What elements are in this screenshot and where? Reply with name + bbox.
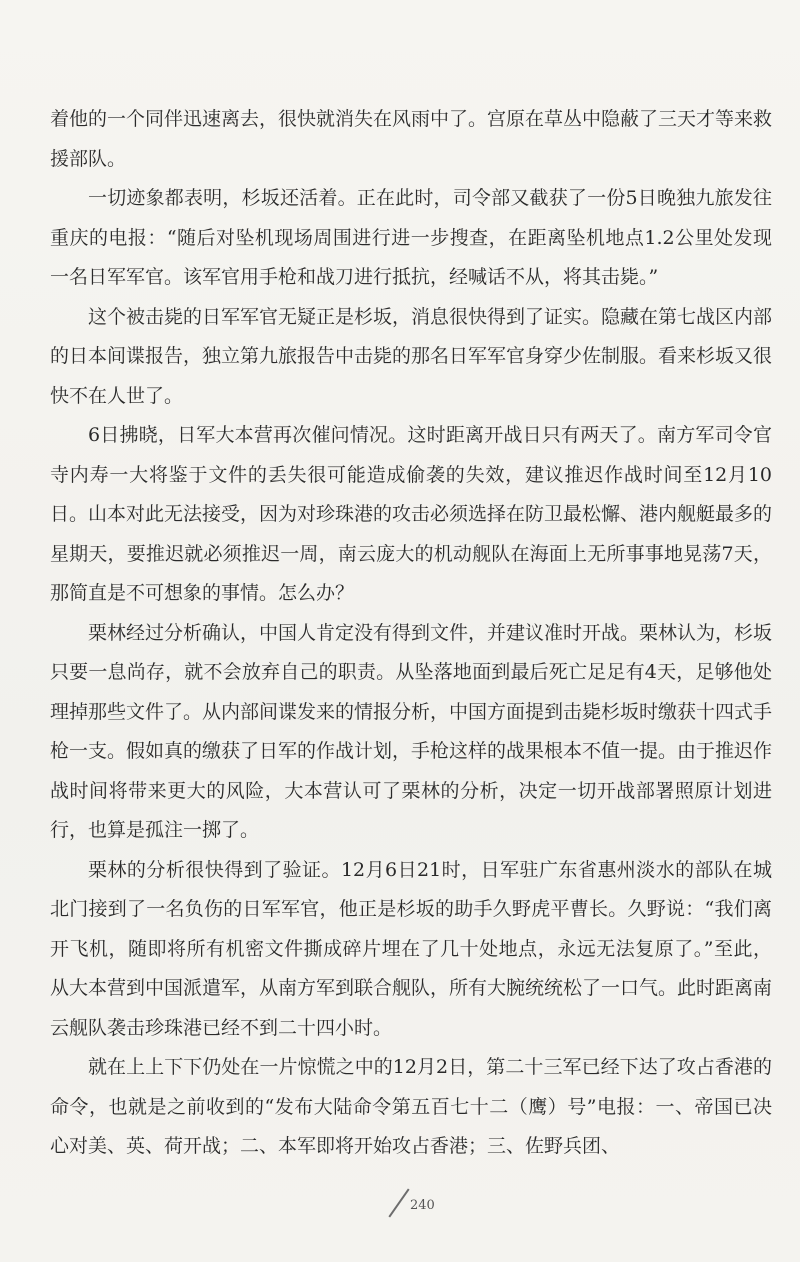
slash-mark — [388, 1189, 409, 1218]
paragraph: 栗林经过分析确认，中国人肯定没有得到文件，并建议准时开战。栗林认为，杉坂只要一息尚存，就不会放弃自己的职责。从坠落地面到最后死亡足足有4天，足够他处理掉那些文件了。从内部间谍发来的情报分析，中国方面提到击毙杉坂时缴获十四式手枪一支。假如真的缴获了日军的作战计划，手枪这样的战果根本不值一提。由于推迟作战时间将带来更大的风险，大本营认可了栗林的分析，决定一切开战部署照原计划进行，也算是孤注一掷了。 — [50, 621, 773, 841]
paragraph: 一切迹象都表明，杉坂还活着。正在此时，司令部又截获了一份5日晚独九旅发往重庆的电报：“随后对坠机现场周围进行进一步搜查，在距离坠机地点1.2公里处发现一名日军军官。该军官用手枪和战刀进行抵抗，经喊话不从，将其击毙。” — [50, 187, 772, 288]
paragraph: 6日拂晓，日军大本营再次催问情况。这时距离开战日只有两天了。南方军司令官寺内寿一大将鉴于文件的丢失很可能造成偷袭的失效，建议推迟作战时间至12月10日。山本对此无法接受，因为对珍珠港的攻击必须选择在防卫最松懈、港内舰艇最多的星期天，要推迟就必须推迟一周，南云庞大的机动舰队在海面上无所事事地晃荡7天，那简直是不可想象的事情。怎么办？ — [50, 424, 773, 604]
paragraph: 栗林的分析很快得到了验证。12月6日21时，日军驻广东省惠州淡水的部队在城北门接到了一名负伤的日军军官，他正是杉坂的助手久野虎平曹长。久野说：“我们离开飞机，随即将所有机密文件撕成碎片埋在了几十处地点，永远无法复原了。”至此，从大本营到中国派遣军，从南方军到联合舰队，所有大腕统统松了一口气。此时距离南云舰队袭击珍珠港已经不到二十四小时。 — [50, 858, 773, 1039]
page-number-mark — [392, 1182, 452, 1222]
body-text — [50, 100, 772, 1167]
paragraph-continuation: 着他的一个同伴迅速离去，很快就消失在风雨中了。宫原在草丛中隐蔽了三天才等来救援部队。 — [50, 108, 773, 170]
paragraph: 这个被击毙的日军军官无疑正是杉坂，消息很快得到了证实。隐藏在第七战区内部的日本间谍报告，独立第九旅报告中击毙的那名日军军官身穿少佐制服。看来杉坂又很快不在人世了。 — [50, 305, 773, 407]
page-number: 240 — [410, 1198, 435, 1213]
paragraph: 就在上上下下仍处在一片惊慌之中的12月2日，第二十三军已经下达了攻占香港的命令，也就是之前收到的“发布大陆命令第五百七十二（鹰）号”电报：一、帝国已决心对美、英、荷开战；二、本军即将开始攻占香港；三、佐野兵团、 — [50, 1056, 772, 1157]
